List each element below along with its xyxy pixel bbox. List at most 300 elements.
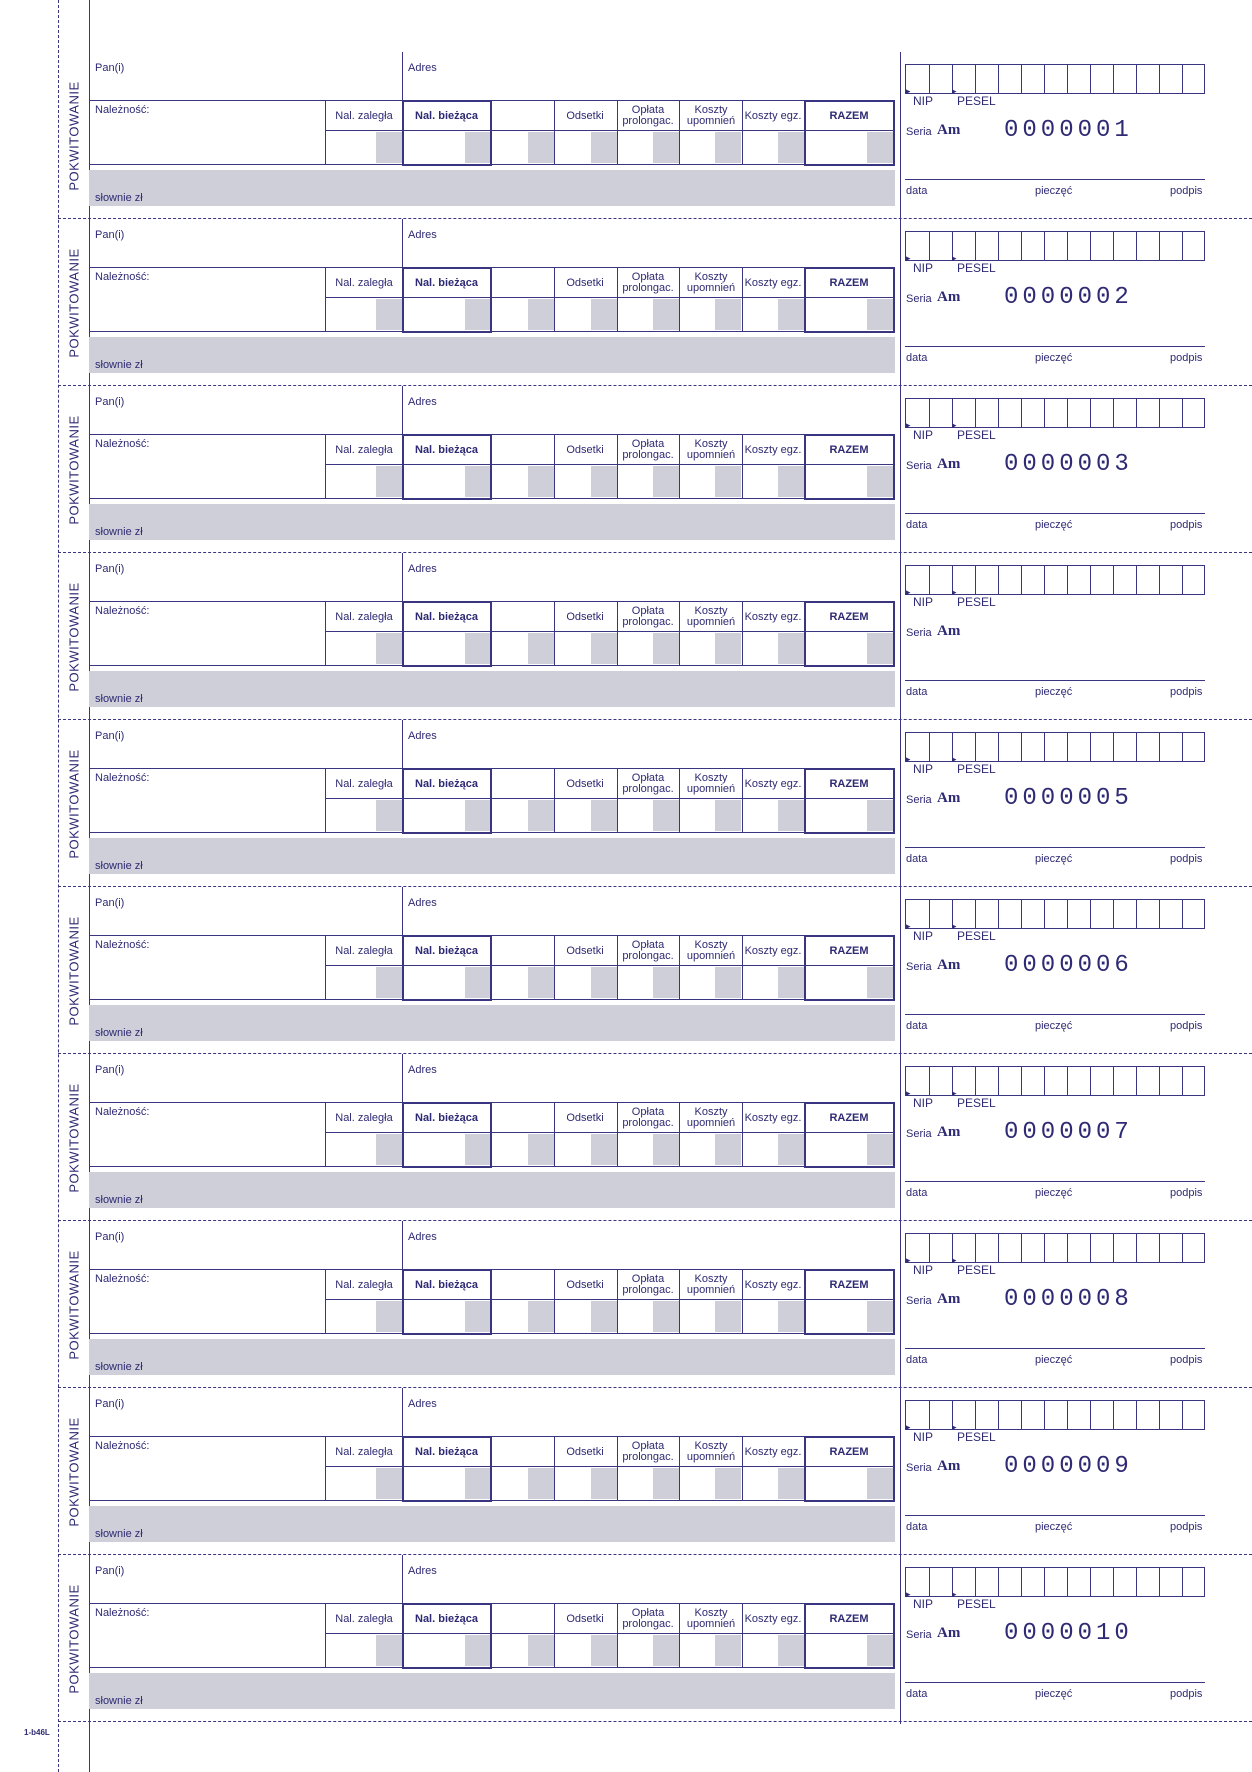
pieczec-label: pieczęć [1035, 1187, 1073, 1199]
grosz-cell [376, 1301, 402, 1332]
odsetki-header: Odsetki [566, 610, 604, 623]
receipt-number: 0000005 [1004, 785, 1133, 812]
data-label: data [906, 352, 928, 364]
divider [742, 434, 743, 498]
grosz-cell [653, 800, 679, 831]
seria-label: Seria [906, 627, 932, 639]
razem-header: RAZEM [829, 610, 869, 623]
odsetki-header: Odsetki [566, 1111, 604, 1124]
divider [742, 1436, 743, 1500]
pieczec-label: pieczęć [1035, 1521, 1073, 1533]
receipt-slip [0, 52, 1252, 219]
grosz-cell [778, 800, 804, 831]
grosz-cell [653, 466, 679, 497]
divider [325, 434, 326, 498]
oplata-header: Opłata prolongac. [622, 772, 674, 795]
razem-header: RAZEM [829, 1278, 869, 1291]
grosz-cell [778, 1468, 804, 1499]
pesel-arrow-icon: ▸ [952, 1088, 957, 1098]
divider [325, 1269, 326, 1333]
grosz-cell [528, 466, 554, 497]
pieczec-label: pieczęć [1035, 352, 1073, 364]
grosz-cell [653, 633, 679, 664]
divider [617, 100, 618, 164]
divider [554, 100, 555, 164]
grosz-cell [528, 633, 554, 664]
grosz-cell [653, 1134, 679, 1165]
slownie-label: słownie zł [95, 1194, 143, 1206]
signature-line [905, 680, 1205, 681]
grosz-cell [376, 1468, 402, 1499]
slownie-label: słownie zł [95, 1361, 143, 1373]
razem-box [804, 1269, 895, 1335]
slownie-field [89, 1172, 895, 1208]
side-label-box [64, 1221, 84, 1388]
pesel-label: PESEL [957, 428, 996, 442]
grosz-cell [376, 967, 402, 998]
nip-arrow-icon: ▸ [906, 420, 911, 430]
seria-label: Seria [906, 126, 932, 138]
data-label: data [906, 1020, 928, 1032]
divider [679, 935, 680, 999]
podpis-label: podpis [1170, 1521, 1203, 1533]
divider [402, 887, 403, 935]
pesel-label: PESEL [957, 261, 996, 275]
nip-label: NIP [913, 595, 934, 609]
nip-pesel-grid [905, 1400, 1205, 1430]
grosz-cell [715, 299, 741, 330]
divider [617, 267, 618, 331]
nip-label: NIP [913, 929, 934, 943]
pesel-arrow-icon: ▸ [952, 420, 957, 430]
seria-label: Seria [906, 1128, 932, 1140]
nal-zalegla-header: Nal. zaległa [335, 944, 393, 957]
nal-biezaca-box [402, 935, 492, 1001]
receipt-number: 0000008 [1004, 1286, 1133, 1313]
koszty-upomnien-header: Koszty upomnień [686, 1273, 736, 1296]
grosz-cell [715, 800, 741, 831]
data-label: data [906, 1521, 928, 1533]
koszty-egz-header: Koszty egz. [744, 276, 802, 289]
receipt-number: 0000002 [1004, 284, 1133, 311]
seria-label: Seria [906, 460, 932, 472]
adres-label: Adres [408, 1398, 437, 1410]
divider [742, 100, 743, 164]
divider [617, 1603, 618, 1667]
pan-label: Pan(i) [95, 563, 125, 575]
divider [402, 52, 403, 100]
razem-box [804, 1436, 895, 1502]
data-label: data [906, 1354, 928, 1366]
grosz-cell [376, 1134, 402, 1165]
slownie-field [89, 170, 895, 206]
koszty-egz-header: Koszty egz. [744, 1278, 802, 1291]
odsetki-header: Odsetki [566, 109, 604, 122]
receipt-number: 0000007 [1004, 1119, 1133, 1146]
grosz-cell [715, 1468, 741, 1499]
grosz-cell [591, 1468, 617, 1499]
grosz-cell [591, 1301, 617, 1332]
pesel-arrow-icon: ▸ [952, 921, 957, 931]
razem-header: RAZEM [829, 1612, 869, 1625]
divider [679, 434, 680, 498]
koszty-upomnien-header: Koszty upomnień [686, 605, 736, 628]
pan-label: Pan(i) [95, 229, 125, 241]
side-label-box [64, 553, 84, 720]
naleznosc-label: Należność: [95, 1106, 150, 1118]
divider [679, 1603, 680, 1667]
nal-zalegla-header: Nal. zaległa [335, 1445, 393, 1458]
grosz-cell [528, 1301, 554, 1332]
nip-label: NIP [913, 94, 934, 108]
nal-zalegla-header: Nal. zaległa [335, 610, 393, 623]
nip-arrow-icon: ▸ [906, 86, 911, 96]
grosz-cell [376, 132, 402, 163]
nal-biezaca-header: Nal. bieżąca [415, 1278, 478, 1291]
naleznosc-label: Należność: [95, 1273, 150, 1285]
receipt-slip [0, 1555, 1252, 1722]
adres-label: Adres [408, 229, 437, 241]
grosz-cell [528, 800, 554, 831]
pesel-arrow-icon: ▸ [952, 1422, 957, 1432]
nip-label: NIP [913, 428, 934, 442]
data-label: data [906, 853, 928, 865]
koszty-upomnien-header: Koszty upomnień [686, 1106, 736, 1129]
pesel-label: PESEL [957, 1597, 996, 1611]
slownie-field [89, 671, 895, 707]
razem-box [804, 434, 895, 500]
oplata-header: Opłata prolongac. [622, 939, 674, 962]
nip-arrow-icon: ▸ [906, 1255, 911, 1265]
razem-header: RAZEM [829, 1445, 869, 1458]
grosz-cell [715, 1635, 741, 1666]
odsetki-header: Odsetki [566, 443, 604, 456]
grosz-cell [528, 299, 554, 330]
grosz-cell [591, 466, 617, 497]
pieczec-label: pieczęć [1035, 185, 1073, 197]
signature-line [905, 847, 1205, 848]
signature-line [905, 1515, 1205, 1516]
divider [679, 1436, 680, 1500]
nip-arrow-icon: ▸ [906, 253, 911, 263]
nip-pesel-grid [905, 1567, 1205, 1597]
signature-line [905, 346, 1205, 347]
grosz-cell [528, 1635, 554, 1666]
odsetki-header: Odsetki [566, 1612, 604, 1625]
receipt-slip [0, 887, 1252, 1054]
nal-zalegla-header: Nal. zaległa [335, 276, 393, 289]
adres-label: Adres [408, 563, 437, 575]
divider [402, 553, 403, 601]
naleznosc-label: Należność: [95, 271, 150, 283]
naleznosc-label: Należność: [95, 605, 150, 617]
receipt-slip [0, 1388, 1252, 1555]
razem-header: RAZEM [829, 443, 869, 456]
divider [554, 935, 555, 999]
koszty-upomnien-header: Koszty upomnień [686, 1440, 736, 1463]
razem-header: RAZEM [829, 944, 869, 957]
slownie-field [89, 504, 895, 540]
grosz-cell [715, 1301, 741, 1332]
side-label-box [64, 1388, 84, 1555]
pesel-label: PESEL [957, 595, 996, 609]
side-label-box [64, 720, 84, 887]
divider [679, 267, 680, 331]
slownie-label: słownie zł [95, 1528, 143, 1540]
slownie-field [89, 1339, 895, 1375]
nal-biezaca-box [402, 768, 492, 834]
adres-label: Adres [408, 1064, 437, 1076]
slownie-label: słownie zł [95, 1027, 143, 1039]
divider [554, 601, 555, 665]
grosz-cell [591, 967, 617, 998]
koszty-egz-header: Koszty egz. [744, 1612, 802, 1625]
podpis-label: podpis [1170, 519, 1203, 531]
nip-label: NIP [913, 762, 934, 776]
podpis-label: podpis [1170, 1187, 1203, 1199]
grosz-cell [376, 633, 402, 664]
oplata-header: Opłata prolongac. [622, 104, 674, 127]
divider [325, 1436, 326, 1500]
razem-box [804, 1102, 895, 1168]
divider [402, 219, 403, 267]
pieczec-label: pieczęć [1035, 519, 1073, 531]
data-label: data [906, 185, 928, 197]
nip-pesel-grid [905, 64, 1205, 94]
divider [325, 267, 326, 331]
side-label: POKWITOWANIE [66, 80, 82, 191]
nal-biezaca-header: Nal. bieżąca [415, 109, 478, 122]
oplata-header: Opłata prolongac. [622, 1607, 674, 1630]
pan-label: Pan(i) [95, 1398, 125, 1410]
nal-biezaca-header: Nal. bieżąca [415, 443, 478, 456]
grosz-cell [528, 132, 554, 163]
odsetki-header: Odsetki [566, 777, 604, 790]
slownie-label: słownie zł [95, 526, 143, 538]
nal-biezaca-header: Nal. bieżąca [415, 610, 478, 623]
nip-label: NIP [913, 261, 934, 275]
grosz-cell [778, 466, 804, 497]
pan-label: Pan(i) [95, 1231, 125, 1243]
grosz-cell [715, 1134, 741, 1165]
nip-pesel-grid [905, 231, 1205, 261]
divider [554, 267, 555, 331]
data-label: data [906, 1187, 928, 1199]
adres-label: Adres [408, 1565, 437, 1577]
seria-code: Am [937, 957, 961, 973]
pesel-label: PESEL [957, 762, 996, 776]
slownie-label: słownie zł [95, 359, 143, 371]
nal-zalegla-header: Nal. zaległa [335, 1612, 393, 1625]
divider [325, 100, 326, 164]
seria-code: Am [937, 289, 961, 305]
grosz-cell [653, 132, 679, 163]
razem-box [804, 768, 895, 834]
grosz-cell [778, 132, 804, 163]
grosz-cell [591, 1635, 617, 1666]
nip-pesel-grid [905, 565, 1205, 595]
grosz-cell [591, 132, 617, 163]
pan-label: Pan(i) [95, 396, 125, 408]
pan-label: Pan(i) [95, 1064, 125, 1076]
razem-header: RAZEM [829, 276, 869, 289]
nal-biezaca-box [402, 267, 492, 333]
nal-biezaca-header: Nal. bieżąca [415, 1445, 478, 1458]
adres-label: Adres [408, 730, 437, 742]
grosz-cell [591, 800, 617, 831]
pesel-arrow-icon: ▸ [952, 1589, 957, 1599]
koszty-upomnien-header: Koszty upomnień [686, 438, 736, 461]
divider [617, 935, 618, 999]
pieczec-label: pieczęć [1035, 853, 1073, 865]
grosz-cell [653, 967, 679, 998]
side-label-box [64, 1555, 84, 1722]
adres-label: Adres [408, 1231, 437, 1243]
podpis-label: podpis [1170, 1688, 1203, 1700]
oplata-header: Opłata prolongac. [622, 1106, 674, 1129]
slownie-label: słownie zł [95, 693, 143, 705]
pieczec-label: pieczęć [1035, 686, 1073, 698]
divider [554, 434, 555, 498]
side-label-box [64, 1054, 84, 1221]
odsetki-header: Odsetki [566, 1445, 604, 1458]
koszty-egz-header: Koszty egz. [744, 944, 802, 957]
podpis-label: podpis [1170, 1354, 1203, 1366]
grosz-cell [778, 967, 804, 998]
signature-line [905, 513, 1205, 514]
pesel-arrow-icon: ▸ [952, 86, 957, 96]
signature-line [905, 1181, 1205, 1182]
signature-line [905, 1682, 1205, 1683]
slownie-field [89, 838, 895, 874]
receipt-slip [0, 1054, 1252, 1221]
pesel-label: PESEL [957, 94, 996, 108]
koszty-upomnien-header: Koszty upomnień [686, 271, 736, 294]
pan-label: Pan(i) [95, 897, 125, 909]
grosz-cell [778, 299, 804, 330]
divider [402, 1054, 403, 1102]
pesel-label: PESEL [957, 1263, 996, 1277]
koszty-upomnien-header: Koszty upomnień [686, 104, 736, 127]
naleznosc-label: Należność: [95, 438, 150, 450]
koszty-egz-header: Koszty egz. [744, 610, 802, 623]
nal-biezaca-header: Nal. bieżąca [415, 944, 478, 957]
koszty-egz-header: Koszty egz. [744, 1445, 802, 1458]
divider [325, 601, 326, 665]
receipt-number: 0000010 [1004, 1620, 1133, 1647]
nip-label: NIP [913, 1430, 934, 1444]
naleznosc-label: Należność: [95, 1607, 150, 1619]
razem-box [804, 1603, 895, 1669]
razem-header: RAZEM [829, 1111, 869, 1124]
divider [679, 768, 680, 832]
pieczec-label: pieczęć [1035, 1688, 1073, 1700]
naleznosc-label: Należność: [95, 772, 150, 784]
divider [402, 1388, 403, 1436]
divider [554, 1102, 555, 1166]
nal-biezaca-header: Nal. bieżąca [415, 1612, 478, 1625]
side-label-box [64, 52, 84, 219]
nip-label: NIP [913, 1597, 934, 1611]
nip-pesel-grid [905, 899, 1205, 929]
nal-zalegla-header: Nal. zaległa [335, 777, 393, 790]
grosz-cell [653, 1468, 679, 1499]
grosz-cell [591, 1134, 617, 1165]
pesel-label: PESEL [957, 929, 996, 943]
nip-label: NIP [913, 1263, 934, 1277]
seria-code: Am [937, 790, 961, 806]
nip-pesel-grid [905, 1066, 1205, 1096]
razem-box [804, 935, 895, 1001]
podpis-label: podpis [1170, 686, 1203, 698]
koszty-egz-header: Koszty egz. [744, 1111, 802, 1124]
divider [742, 1269, 743, 1333]
koszty-egz-header: Koszty egz. [744, 109, 802, 122]
grosz-cell [715, 967, 741, 998]
divider [742, 1603, 743, 1667]
side-label: POKWITOWANIE [66, 1082, 82, 1193]
slownie-label: słownie zł [95, 860, 143, 872]
divider [617, 1436, 618, 1500]
grosz-cell [376, 1635, 402, 1666]
grosz-cell [653, 1301, 679, 1332]
seria-label: Seria [906, 794, 932, 806]
pesel-label: PESEL [957, 1430, 996, 1444]
divider [679, 1269, 680, 1333]
slownie-label: słownie zł [95, 1695, 143, 1707]
oplata-header: Opłata prolongac. [622, 1273, 674, 1296]
grosz-cell [591, 299, 617, 330]
nal-biezaca-box [402, 1603, 492, 1669]
receipt-number: 0000009 [1004, 1453, 1133, 1480]
oplata-header: Opłata prolongac. [622, 1440, 674, 1463]
razem-box [804, 267, 895, 333]
divider [402, 1555, 403, 1603]
receipt-slip [0, 720, 1252, 887]
naleznosc-label: Należność: [95, 104, 150, 116]
receipt-slip [0, 553, 1252, 720]
signature-line [905, 1348, 1205, 1349]
signature-line [905, 179, 1205, 180]
koszty-upomnien-header: Koszty upomnień [686, 772, 736, 795]
pieczec-label: pieczęć [1035, 1354, 1073, 1366]
seria-code: Am [937, 623, 961, 639]
seria-code: Am [937, 1458, 961, 1474]
nal-biezaca-box [402, 1269, 492, 1335]
slownie-field [89, 337, 895, 373]
side-label: POKWITOWANIE [66, 1583, 82, 1694]
pesel-arrow-icon: ▸ [952, 754, 957, 764]
nal-zalegla-header: Nal. zaległa [335, 1111, 393, 1124]
pan-label: Pan(i) [95, 730, 125, 742]
nal-biezaca-box [402, 434, 492, 500]
divider [617, 1102, 618, 1166]
grosz-cell [778, 1635, 804, 1666]
nal-biezaca-box [402, 1102, 492, 1168]
side-label-box [64, 386, 84, 553]
slownie-field [89, 1005, 895, 1041]
grosz-cell [778, 1134, 804, 1165]
divider [679, 601, 680, 665]
divider [402, 386, 403, 434]
seria-label: Seria [906, 1295, 932, 1307]
nip-arrow-icon: ▸ [906, 587, 911, 597]
side-label: POKWITOWANIE [66, 1249, 82, 1360]
side-label: POKWITOWANIE [66, 414, 82, 525]
oplata-header: Opłata prolongac. [622, 271, 674, 294]
divider [325, 1603, 326, 1667]
nip-arrow-icon: ▸ [906, 754, 911, 764]
